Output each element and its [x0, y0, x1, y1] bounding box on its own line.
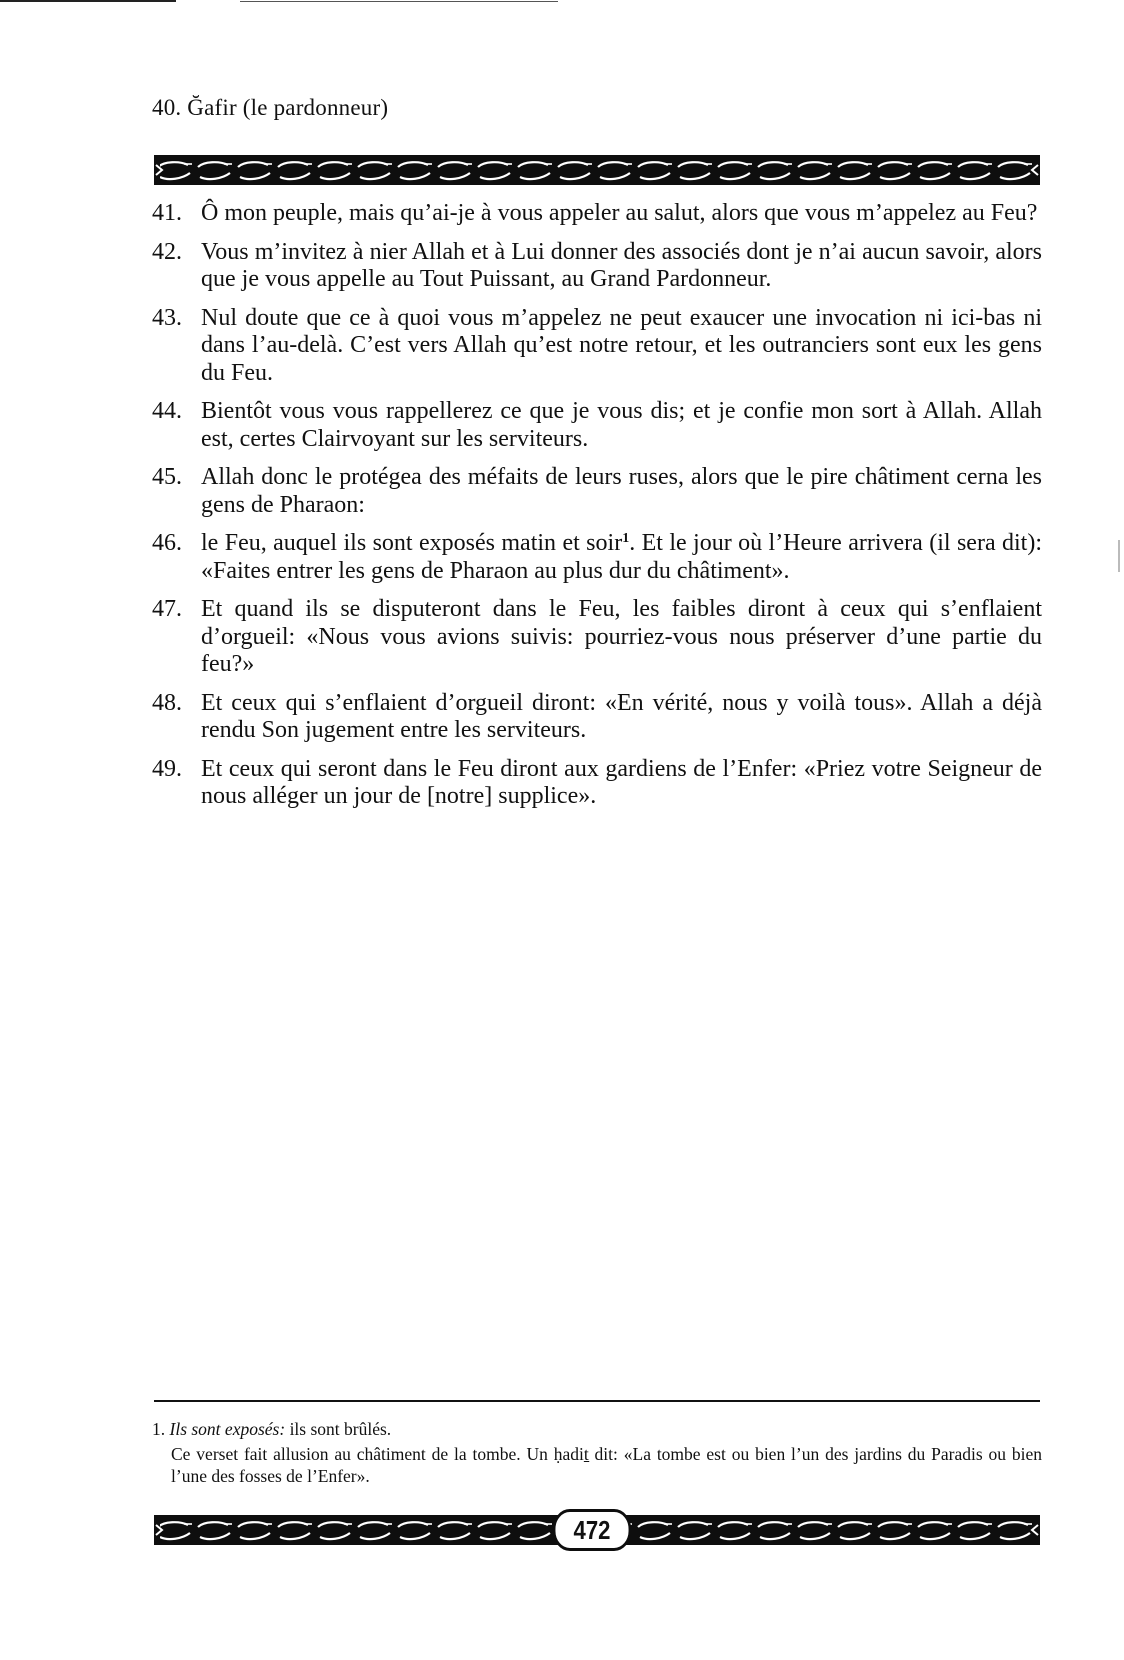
scan-edge-top-mid	[240, 1, 558, 2]
surah-title: 40. Ğafir (le pardonneur)	[152, 95, 389, 120]
verse-list	[152, 200, 1042, 822]
verse-41	[152, 200, 1042, 228]
verse-text: Et ceux qui seront dans le Feu diront aux gardiens de l’Enfer: «Priez votre Seigneur de nous alléger un jour de [notre] supplice».	[201, 755, 1042, 809]
verse-46	[152, 530, 1042, 585]
page-number: 472	[553, 1509, 631, 1551]
footnote-gloss: ils sont brûlés.	[289, 1419, 392, 1439]
verse-number: 49.	[152, 755, 182, 782]
footnote-term: Ils sont exposés:	[169, 1419, 286, 1439]
verse-number: 46.	[152, 530, 182, 556]
verse-44	[152, 398, 1042, 453]
footnote-marker: 1	[622, 531, 630, 546]
footnote-body: Ce verset fait allusion au châtiment de la tombe. Un ḥadiṯ dit: «La tombe est ou bien l’un des jardins du Paradis ou bien l’une des fosses de l’Enfer».	[171, 1444, 1042, 1486]
verse-text	[201, 530, 1042, 585]
verse-number: 44.	[152, 398, 182, 424]
footnote-heading	[152, 1418, 1042, 1440]
scan-speck	[1118, 540, 1120, 572]
verse-number: 42.	[152, 238, 182, 265]
verse-text: Vous m’invitez à nier Allah et à Lui donner des associés dont je n’ai aucun savoir, alors que je vous appelle au Tout Puissant, au Grand Pardonneur.	[201, 238, 1042, 292]
verse-text-part: le Feu, auquel ils sont exposés matin et soir	[201, 530, 623, 556]
verse-text: Nul doute que ce à quoi vous m’appelez ne peut exaucer une invocation ni ici-bas ni dans l’au-delà. C’est vers Allah qu’est notre retour, et les outranciers sont eux les gens du Feu.	[201, 304, 1042, 386]
verse-42	[152, 239, 1042, 294]
chain-ornament-top	[154, 155, 1040, 185]
verse-49	[152, 756, 1042, 811]
footnote-divider	[154, 1400, 1040, 1402]
verse-43	[152, 305, 1042, 388]
verse-number: 43.	[152, 304, 182, 331]
verse-text: Ô mon peuple, mais qu’ai-je à vous appeler au salut, alors que vous m’appelez au Feu?	[201, 200, 1038, 226]
verse-text: Et ceux qui s’enflaient d’orgueil diront: «En vérité, nous y voilà tous». Allah a déjà rendu Son jugement entre les serviteurs.	[201, 689, 1042, 743]
verse-text: Allah donc le protégea des méfaits de leurs ruses, alors que le pire châtiment cerna les gens de Pharaon:	[201, 464, 1042, 518]
ornamental-band-top	[154, 155, 1040, 185]
verse-48	[152, 690, 1042, 745]
verse-text: Et quand ils se disputeront dans le Feu, les faibles diront à ceux qui s’enflaient d’orgueil: «Nous vous avions suivis: pourriez-vous nous préserver d’une partie du feu?»	[201, 596, 1042, 677]
verse-text-part: . Et le jour où l’Heure arrivera (il sera dit): «Faites entrer les gens de Pharaon au plus dur du châtiment».	[201, 530, 1042, 584]
verse-45	[152, 464, 1042, 519]
scan-edge-top-left	[0, 0, 176, 2]
verse-number: 45.	[152, 464, 182, 490]
verse-47	[152, 596, 1042, 679]
verse-number: 48.	[152, 689, 182, 716]
verse-number: 47.	[152, 596, 182, 622]
footnote-section	[152, 1418, 1042, 1487]
footnote-number: 1.	[152, 1419, 166, 1439]
verse-number: 41.	[152, 200, 182, 226]
verse-text: Bientôt vous vous rappellerez ce que je vous dis; et je confie mon sort à Allah. Allah est, certes Clairvoyant sur les serviteurs.	[201, 398, 1042, 452]
